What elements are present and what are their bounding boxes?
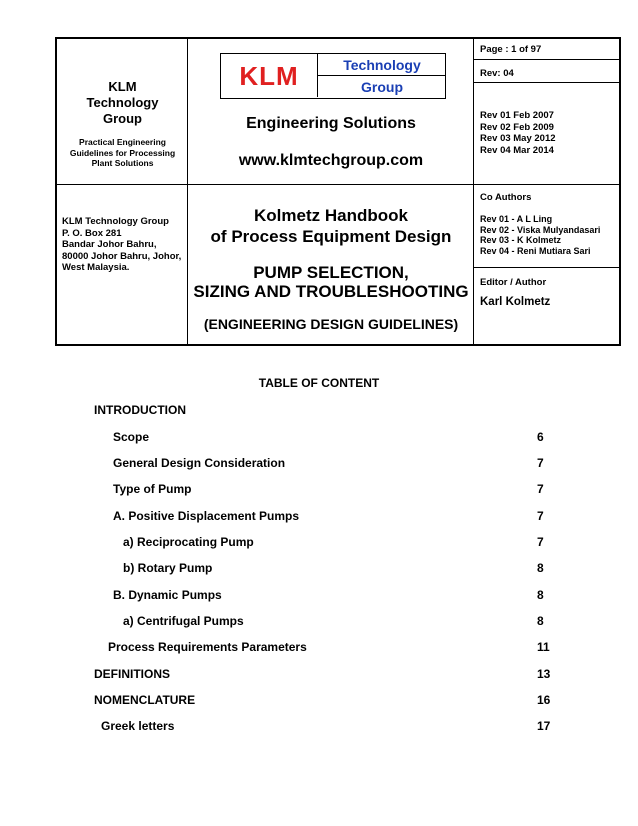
toc-entry-page: 6 (537, 430, 544, 444)
toc-entry-page: 16 (537, 693, 551, 707)
editor-name: Karl Kolmetz (480, 296, 551, 308)
rev-entry: Rev 04 Mar 2014 (480, 144, 554, 156)
co-author: Rev 02 - Viska Mulyandasari (480, 224, 601, 235)
toc-entry-label: INTRODUCTION (94, 403, 186, 417)
toc-entry[interactable] (0, 535, 638, 551)
grid-line (473, 59, 619, 60)
co-authors-list (480, 214, 600, 256)
logo-klm-text: KLM (239, 60, 299, 91)
toc-entry-label: A. Positive Displacement Pumps (113, 509, 300, 523)
address-line: 80000 Johor Bahru, Johor, (62, 250, 182, 262)
co-author: Rev 04 - Reni Mutiara Sari (480, 245, 591, 256)
address-line: KLM Technology Group (62, 216, 169, 227)
toc-entry-page: 7 (537, 535, 544, 549)
toc-entry[interactable] (0, 588, 638, 604)
address-line: P. O. Box 281 (62, 227, 122, 239)
grid-line (57, 184, 619, 185)
toc-entry-page: 8 (537, 614, 544, 628)
toc-entry[interactable] (0, 640, 638, 656)
toc-entry-page: 17 (537, 719, 551, 733)
toc-entry-label: Type of Pump (113, 482, 192, 496)
toc-entry-page: 11 (537, 640, 550, 654)
toc-entry-label: DEFINITIONS (94, 667, 171, 681)
toc-entry-label: NOMENCLATURE (94, 693, 196, 707)
toc-entry-label: a) Reciprocating Pump (123, 535, 254, 549)
co-author: Rev 01 - A L Ling (480, 214, 553, 224)
toc-entry-page: 13 (537, 667, 551, 681)
co-authors-label: Co Authors (480, 192, 532, 203)
toc-entry-page: 7 (537, 482, 544, 496)
document-header (55, 37, 621, 346)
company-tagline: Practical Engineering Guidelines for Processing Plant Solutions (69, 137, 176, 168)
revision-history (480, 110, 556, 156)
handbook-line: of Process Equipment Design (210, 227, 452, 246)
handbook-line: Kolmetz Handbook (254, 206, 408, 225)
toc-entry-label: General Design Consideration (113, 456, 286, 470)
toc-entry-label: Scope (113, 430, 150, 444)
toc-entry[interactable] (0, 667, 638, 683)
toc-entry[interactable] (0, 403, 638, 419)
toc-entry-label: b) Rotary Pump (123, 561, 213, 575)
toc-title: TABLE OF CONTENT (258, 376, 380, 390)
co-author: Rev 03 - K Kolmetz (480, 235, 562, 245)
toc-entry[interactable] (0, 614, 638, 630)
company-block (57, 79, 188, 169)
grid-line (473, 267, 619, 268)
toc-entry[interactable] (0, 482, 638, 498)
rev-entry: Rev 02 Feb 2009 (480, 121, 554, 133)
logo-group-text: Group (317, 76, 446, 97)
toc-entry-label: B. Dynamic Pumps (113, 588, 222, 602)
toc-entry[interactable] (0, 509, 638, 525)
document-subtitle: (ENGINEERING DESIGN GUIDELINES) (203, 316, 459, 332)
logo-technology-text: Technology (317, 54, 446, 76)
toc-entry-page: 8 (537, 588, 544, 602)
grid-line (473, 82, 619, 83)
editor-label: Editor / Author (480, 277, 547, 288)
address-block (62, 216, 181, 274)
address-line: Bandar Johor Bahru, (62, 239, 157, 250)
toc-entry[interactable] (0, 561, 638, 577)
document-title (188, 263, 474, 301)
document-title-line: SIZING AND TROUBLESHOOTING (193, 282, 469, 301)
toc-entry-label: Greek letters (101, 719, 175, 733)
revision: Rev: 04 (480, 68, 514, 79)
website: www.klmtechgroup.com (238, 152, 424, 169)
toc-entry-label: Process Requirements Parameters (108, 640, 307, 654)
toc-entry-page: 7 (537, 456, 544, 470)
company-name: KLM Technology Group (86, 79, 159, 126)
engineering-solutions: Engineering Solutions (246, 115, 416, 132)
address-line: West Malaysia. (62, 262, 130, 273)
klm-logo (220, 53, 446, 99)
toc-entry[interactable] (0, 719, 638, 735)
toc-entry-label: a) Centrifugal Pumps (123, 614, 244, 628)
toc-entry[interactable] (0, 456, 638, 472)
toc-entry-page: 7 (537, 509, 544, 523)
handbook-title (188, 205, 474, 247)
page-number: Page : 1 of 97 (480, 44, 542, 55)
rev-entry: Rev 01 Feb 2007 (480, 110, 554, 121)
toc-entry-page: 8 (537, 561, 544, 575)
toc-entry[interactable] (0, 693, 638, 709)
toc-entry[interactable] (0, 430, 638, 446)
rev-entry: Rev 03 May 2012 (480, 133, 556, 144)
document-title-line: PUMP SELECTION, (253, 263, 409, 282)
